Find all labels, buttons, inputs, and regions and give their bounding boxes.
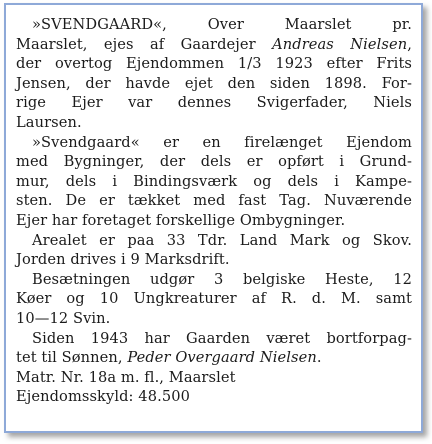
- text-line: rige Ejer var dennes Svigerfader, Niels: [16, 94, 412, 112]
- paragraph-lease: [16, 329, 412, 368]
- text-line: sten. De er tækket med fast Tag. Nuværende: [16, 192, 412, 210]
- text-line: Ejer har foretaget forskellige Ombygninger.: [16, 211, 346, 229]
- tenant-name: Peder Overgaard Nielsen: [127, 349, 317, 367]
- text-line: Arealet er paa 33 Tdr. Land Mark og Skov.: [32, 231, 412, 249]
- owner-name: Andreas Nielsen: [272, 35, 408, 53]
- text-line: Jorden drives i 9 Marksdrift.: [16, 251, 230, 269]
- text-line: tet til Sønnen, Peder Overgaard Nielsen.: [16, 349, 322, 367]
- text-line: der overtog Ejendommen 1/3 1923 efter Frits: [16, 55, 412, 73]
- paragraph-registry: [16, 368, 412, 407]
- text-line: »SVENDGAARD«, Over Maarslet pr.: [32, 16, 412, 33]
- paragraph-livestock: [16, 270, 412, 329]
- paragraph-area: [16, 231, 412, 270]
- text-line: mur, dels i Bindingsværk og dels i Kampe-: [16, 172, 412, 190]
- text-line: Besætningen udgør 3 belgiske Heste, 12: [32, 270, 412, 288]
- text-line: »Svendgaard« er en firelænget Ejendom: [32, 133, 412, 151]
- text-line: Maarslet, ejes af Gaardejer Andreas Nielsen,: [16, 35, 412, 53]
- property-valuation: Ejendomsskyld: 48.500: [16, 388, 190, 406]
- text-line: med Bygninger, der dels er opført i Grund-: [16, 153, 412, 171]
- text-line: Køer og 10 Ungkreaturer af R. d. M. samt: [16, 290, 412, 308]
- text-line: Siden 1943 har Gaarden været bortforpag-: [32, 329, 412, 347]
- document-frame: [4, 3, 423, 433]
- document-text: [16, 15, 412, 407]
- text-line: 10—12 Svin.: [16, 309, 111, 327]
- text-line: Jensen, der havde ejet den siden 1898. For-: [16, 74, 412, 92]
- text-line: Laursen.: [16, 113, 82, 131]
- paragraph-ownership: [16, 15, 412, 133]
- paragraph-buildings: [16, 133, 412, 231]
- cadastral-number: Matr. Nr. 18a m. fl., Maarslet: [16, 368, 236, 386]
